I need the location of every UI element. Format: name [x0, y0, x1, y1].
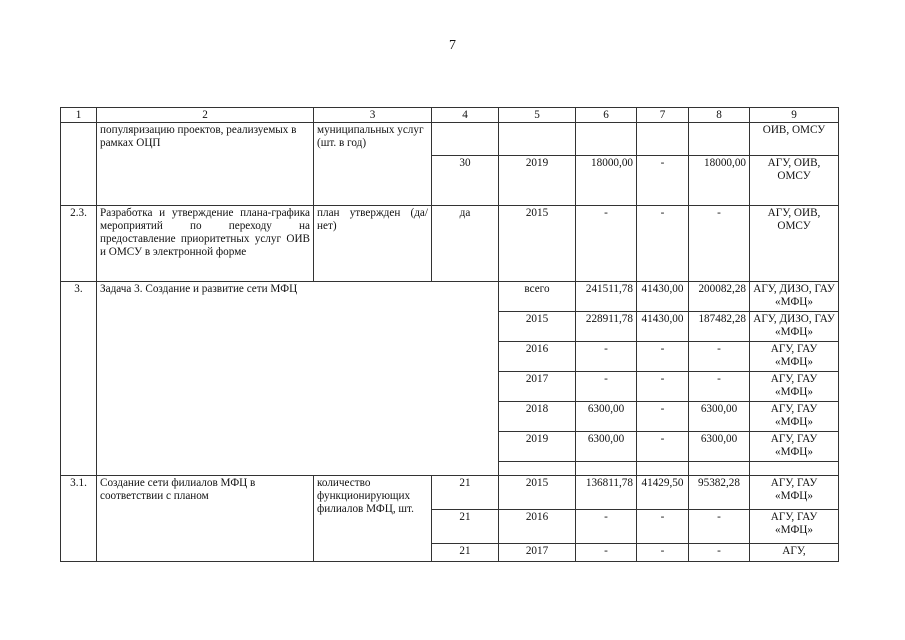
total-amount: - [576, 510, 637, 544]
federal-amount: - [637, 342, 689, 372]
table-row [61, 476, 839, 510]
target-value: 30 [432, 156, 499, 206]
total-amount: - [576, 372, 637, 402]
executor: АГУ, ГАУ «МФЦ» [750, 476, 839, 510]
regional-amount: - [689, 510, 750, 544]
regional-amount: 6300,00 [689, 432, 750, 462]
header-cell: 2 [97, 108, 314, 123]
executor: АГУ, ГАУ «МФЦ» [750, 510, 839, 544]
federal-amount: - [637, 206, 689, 282]
regional-amount: 6300,00 [689, 402, 750, 432]
row-number: 3. [61, 282, 97, 476]
table-row [61, 282, 839, 312]
total-amount: 18000,00 [576, 156, 637, 206]
regional-amount: - [689, 544, 750, 562]
row-number: 2.3. [61, 206, 97, 282]
total-amount: 241511,78 [576, 282, 637, 312]
header-cell: 9 [750, 108, 839, 123]
header-cell: 7 [637, 108, 689, 123]
indicator: муниципальных услуг (шт. в год) [314, 123, 432, 206]
year: 2015 [499, 476, 576, 510]
total-amount: 136811,78 [576, 476, 637, 510]
federal-amount: 41430,00 [637, 312, 689, 342]
total-amount: 6300,00 [576, 432, 637, 462]
executor: АГУ, ДИЗО, ГАУ «МФЦ» [750, 282, 839, 312]
total-amount: - [576, 544, 637, 562]
federal-amount: 41430,00 [637, 282, 689, 312]
regional-amount: - [689, 206, 750, 282]
program-table [60, 107, 839, 562]
regional-amount: - [689, 342, 750, 372]
indicator: количество функционирующих филиалов МФЦ, шт. [314, 476, 432, 562]
total-amount: - [576, 342, 637, 372]
year: 2016 [499, 510, 576, 544]
header-cell: 4 [432, 108, 499, 123]
executor: АГУ, ГАУ «МФЦ» [750, 432, 839, 462]
federal-amount: - [637, 432, 689, 462]
total-amount: 228911,78 [576, 312, 637, 342]
measure-name: популяризацию проектов, реализуемых в рамках ОЦП [97, 123, 314, 206]
regional-amount: - [689, 372, 750, 402]
table-row [61, 206, 839, 282]
federal-amount: - [637, 402, 689, 432]
federal-amount: - [637, 156, 689, 206]
executor: АГУ, ОИВ, ОМСУ [750, 156, 839, 206]
total-amount: - [576, 206, 637, 282]
year: 2019 [499, 432, 576, 462]
target-value: 21 [432, 510, 499, 544]
table-row [61, 123, 839, 156]
executor: АГУ, [750, 544, 839, 562]
executor: ОИВ, ОМСУ [750, 123, 839, 156]
header-cell: 3 [314, 108, 432, 123]
federal-amount: - [637, 544, 689, 562]
year: 2015 [499, 206, 576, 282]
year: 2019 [499, 156, 576, 206]
federal-amount: - [637, 372, 689, 402]
page-number: 7 [449, 38, 456, 53]
regional-amount: 187482,28 [689, 312, 750, 342]
measure-name: Создание сети филиалов МФЦ в соответствии с планом [97, 476, 314, 562]
year: 2018 [499, 402, 576, 432]
total-amount: 6300,00 [576, 402, 637, 432]
federal-amount: 41429,50 [637, 476, 689, 510]
task-title: Задача 3. Создание и развитие сети МФЦ [97, 282, 499, 476]
row-number: 3.1. [61, 476, 97, 562]
executor: АГУ, ОИВ, ОМСУ [750, 206, 839, 282]
header-cell: 5 [499, 108, 576, 123]
federal-amount: - [637, 510, 689, 544]
regional-amount: 18000,00 [689, 156, 750, 206]
executor: АГУ, ГАУ «МФЦ» [750, 372, 839, 402]
target-value: да [432, 206, 499, 282]
executor: АГУ, ДИЗО, ГАУ «МФЦ» [750, 312, 839, 342]
executor: АГУ, ГАУ «МФЦ» [750, 402, 839, 432]
regional-amount: 95382,28 [689, 476, 750, 510]
target-value: 21 [432, 476, 499, 510]
regional-amount: 200082,28 [689, 282, 750, 312]
year: 2016 [499, 342, 576, 372]
year: 2015 [499, 312, 576, 342]
target-value: 21 [432, 544, 499, 562]
header-row [61, 108, 839, 123]
year: всего [499, 282, 576, 312]
year: 2017 [499, 372, 576, 402]
year: 2017 [499, 544, 576, 562]
indicator: план утвержден (да/нет) [314, 206, 432, 282]
header-cell: 1 [61, 108, 97, 123]
header-cell: 8 [689, 108, 750, 123]
header-cell: 6 [576, 108, 637, 123]
executor: АГУ, ГАУ «МФЦ» [750, 342, 839, 372]
measure-name: Разработка и утверждение плана-графика мероприятий по переходу на предоставление приоритетных услуг ОИВ и ОМСУ в электронной форме [97, 206, 314, 282]
row-number [61, 123, 97, 206]
